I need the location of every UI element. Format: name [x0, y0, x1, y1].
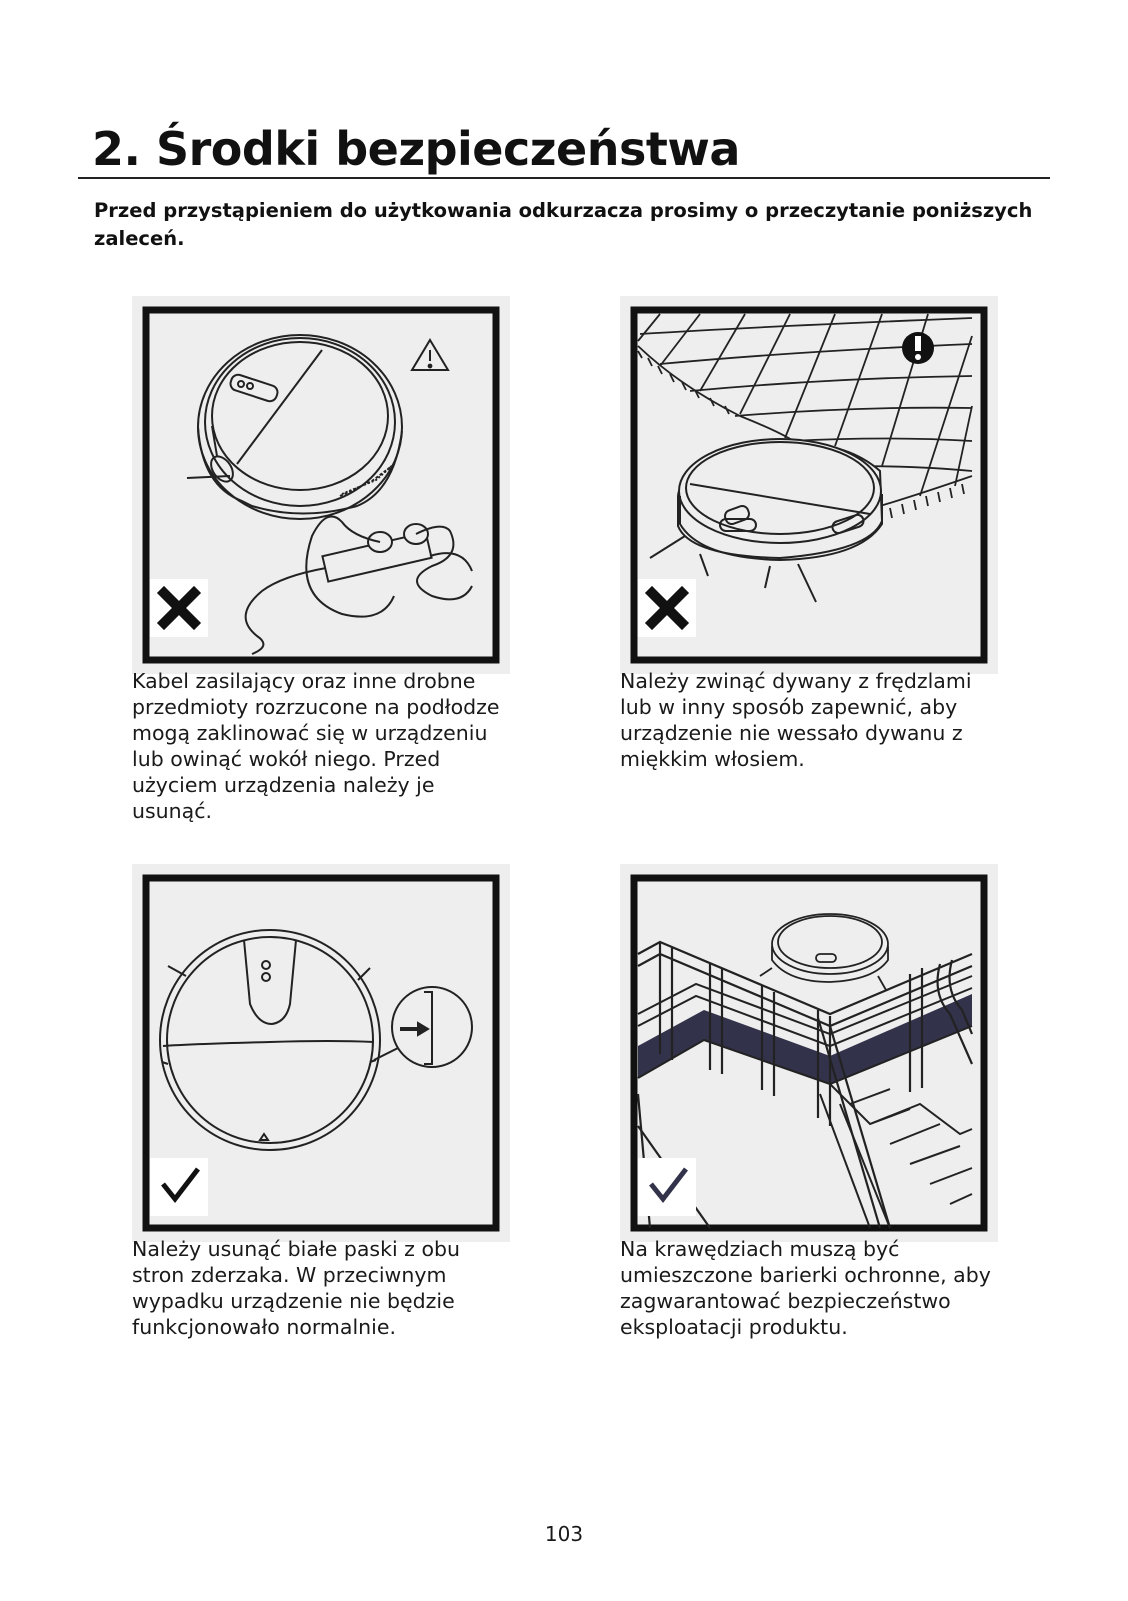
robot-vacuum-drawing: [187, 335, 402, 519]
caption-remove-strips: Należy usunąć białe paski z obu stron zderzaka. W przeciwnym wypadku urządzenie nie będzie funkcjonowało normalnie.: [132, 1237, 461, 1339]
bumper-detail-icon: [374, 987, 472, 1067]
page-number: 103: [544, 1522, 584, 1546]
illustration-cable-hazard: [132, 296, 510, 674]
caption-carpet-hazard: Należy zwinąć dywany z frędzlami lub w inny sposób zapewnić, aby urządzenie nie wessało dywanu z miękkim włosiem.: [620, 669, 972, 771]
robot-vacuum-top-view: [160, 930, 380, 1150]
caption-guard-rails: Na krawędziach muszą być umieszczone barierki ochronne, aby zagwarantować bezpieczeństwo eksploatacji produktu.: [620, 1237, 991, 1339]
caption-cable-hazard: Kabel zasilający oraz inne drobne przedmioty rozrzucone na podłodze mogą zaklinować się w urządzeniu lub owinąć wokół niego. Przed użyciem urządzenia należy je usunąć.: [132, 669, 500, 823]
power-strip-drawing: [246, 516, 472, 654]
illustration-guard-rails: [620, 864, 998, 1242]
intro-text: Przed przystąpieniem do użytkowania odkurzacza prosimy o przeczytanie poniższych zaleceń.: [94, 199, 1033, 250]
title-divider: [78, 177, 1050, 179]
warning-triangle-icon: [412, 340, 448, 370]
robot-vacuum-drawing: [650, 439, 882, 602]
illustration-carpet-hazard: [620, 296, 998, 674]
robot-vacuum-drawing: [760, 914, 888, 990]
exclamation-circle-icon: [902, 332, 934, 364]
illustration-remove-strips: [132, 864, 510, 1242]
page-title: 2. Środki bezpieczeństwa: [92, 122, 740, 176]
